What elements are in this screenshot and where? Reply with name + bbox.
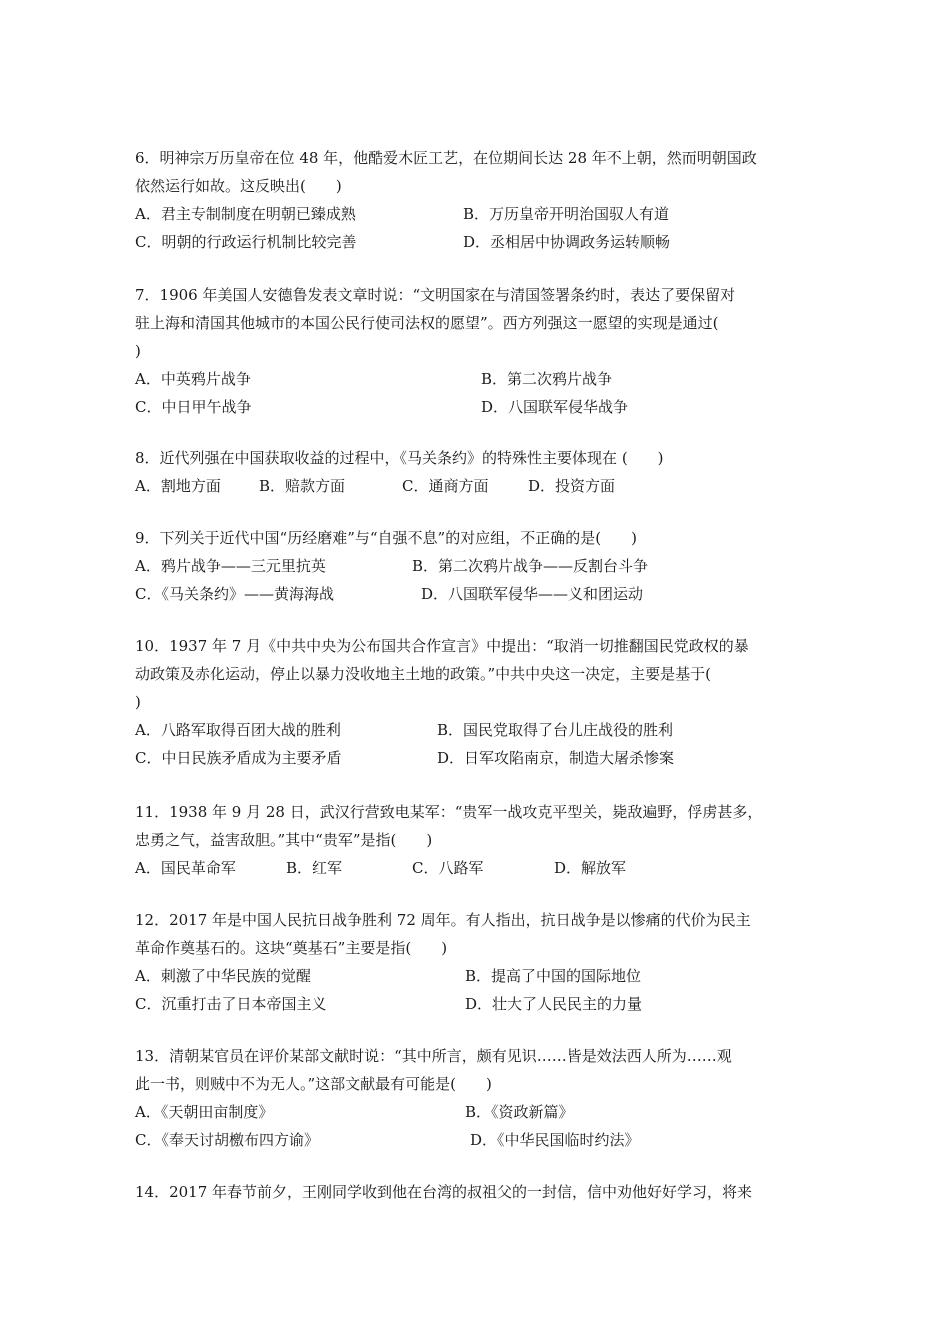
question-12 [135,906,825,1018]
question-stem: 依然运行如故。这反映出( ) [135,177,342,195]
option-d: D．丞相居中协调政务运转顺畅 [463,233,671,251]
option-d: D．投资方面 [528,477,616,495]
option-c: C．中日民族矛盾成为主要矛盾 [135,749,342,767]
question-9 [135,524,825,608]
option-a: A．国民革命军 [135,859,236,877]
option-b: B．赔款方面 [259,477,346,495]
question-13 [135,1042,825,1154]
question-7 [135,281,825,421]
question-8 [135,444,825,500]
option-a: A．割地方面 [135,477,221,495]
question-14 [135,1178,825,1206]
question-stem: 动政策及赤化运动，停止以暴力没收地主土地的政策。”中共中央这一决定，主要是基于( [135,665,712,683]
question-stem: 8．近代列强在中国获取收益的过程中，《马关条约》的特殊性主要体现在 ( ) [135,449,664,467]
option-b: B．国民党取得了台儿庄战役的胜利 [437,721,674,739]
option-a: A．中英鸦片战争 [135,370,251,388]
question-stem: 9．下列关于近代中国“历经磨难”与“自强不息”的对应组，不正确的是( ) [135,529,637,547]
question-stem: ) [135,342,141,360]
option-b: B．第二次鸦片战争——反割台斗争 [412,557,649,575]
question-stem: 驻上海和清国其他城市的本国公民行使司法权的愿望”。西方列强这一愿望的实现是通过( [135,314,719,332]
option-c: C．明朝的行政运行机制比较完善 [135,233,357,251]
option-d: D．八国联军侵华战争 [481,398,629,416]
option-c: C．沉重打击了日本帝国主义 [135,995,327,1013]
option-d: D．《中华民国临时约法》 [470,1131,640,1149]
question-6 [135,144,825,256]
question-stem: 12．2017 年是中国人民抗日战争胜利 72 周年。有人指出，抗日战争是以惨痛的代价为民主 [135,911,751,929]
question-stem: ) [135,693,141,711]
option-b: B．万历皇帝开明治国驭人有道 [463,205,670,223]
option-b: B．第二次鸦片战争 [481,370,613,388]
option-a: A．八路军取得百团大战的胜利 [135,721,341,739]
option-d: D．壮大了人民民主的力量 [465,995,643,1013]
option-a: A．鸦片战争——三元里抗英 [135,557,326,575]
option-d: D．八国联军侵华——义和团运动 [421,585,644,603]
question-11 [135,798,825,882]
option-c: C．《马关条约》——黄海海战 [135,585,334,603]
option-a: A．刺激了中华民族的觉醒 [135,967,311,985]
option-c: C．《奉天讨胡檄布四方谕》 [135,1131,319,1149]
option-d: D．解放军 [554,859,627,877]
question-stem: 6．明神宗万历皇帝在位 48 年，他酷爱木匠工艺，在位期间长达 28 年不上朝，然而明朝国政 [135,149,757,167]
question-stem: 13．清朝某官员在评价某部文献时说：“其中所言，颇有见识……皆是效法西人所为……观 [135,1047,732,1065]
question-stem: 7．1906 年美国人安德鲁发表文章时说：“文明国家在与清国签署条约时，表达了要保留对 [135,286,736,304]
question-stem: 11．1938 年 9 月 28 日，武汉行营致电某军：“贵军一战攻克平型关，毙敌遍野，俘虏甚多， [135,803,763,821]
question-10 [135,632,825,772]
option-c: C．中日甲午战争 [135,398,252,416]
question-stem: 革命作奠基石的。这块“奠基石”主要是指( ) [135,939,448,957]
option-b: B．红军 [286,859,343,877]
option-a: A．《天朝田亩制度》 [135,1103,274,1121]
question-stem: 忠勇之气，益害敌胆。”其中“贵军”是指( ) [135,831,433,849]
question-stem: 14．2017 年春节前夕，王刚同学收到他在台湾的叔祖父的一封信，信中劝他好好学习，将来 [135,1183,753,1201]
option-b: B．提高了中国的国际地位 [465,967,642,985]
option-c: C．八路军 [412,859,484,877]
question-stem: 10．1937 年 7 月《中共中央为公布国共合作宣言》中提出：“取消一切推翻国民党政权的暴 [135,637,749,655]
option-a: A．君主专制制度在明朝已臻成熟 [135,205,356,223]
question-stem: 此一书，则贼中不为无人。”这部文献最有可能是( ) [135,1075,492,1093]
option-b: B．《资政新篇》 [465,1103,574,1121]
option-d: D．日军攻陷南京，制造大屠杀惨案 [437,749,675,767]
option-c: C．通商方面 [402,477,489,495]
